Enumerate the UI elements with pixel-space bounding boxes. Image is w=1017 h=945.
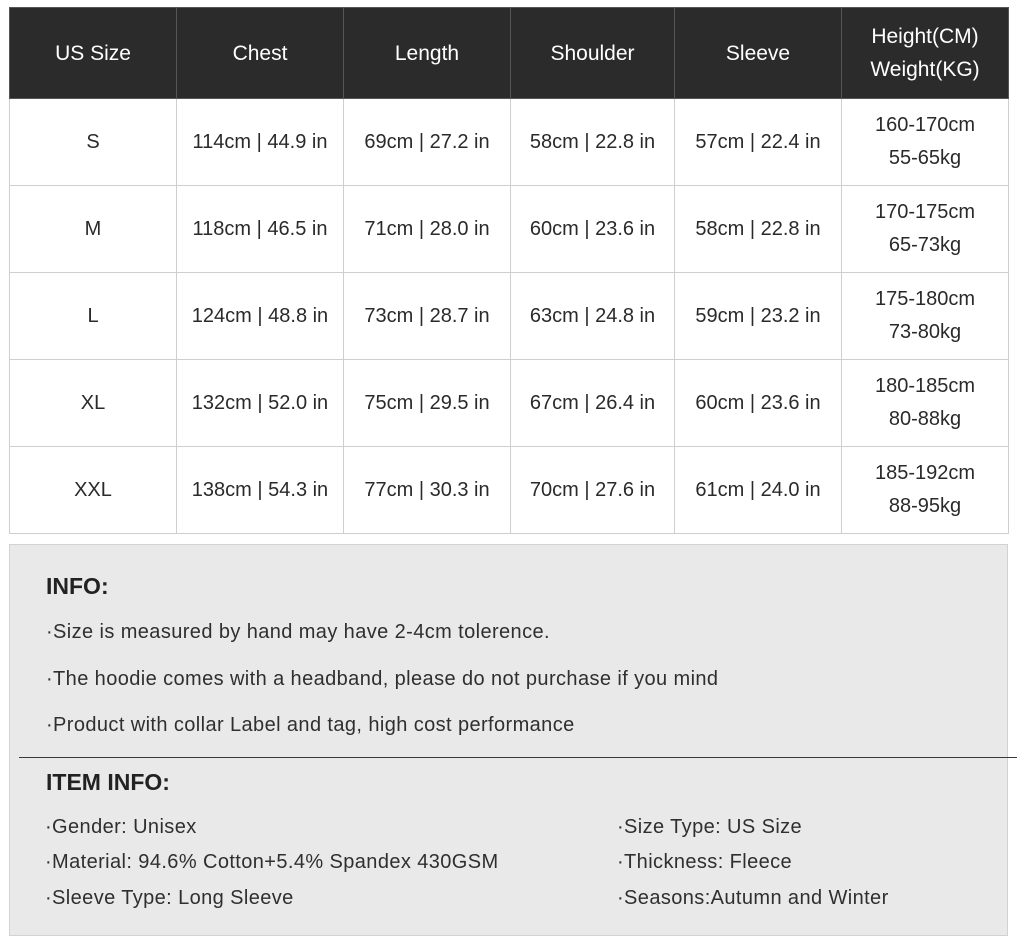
item-info-line: ·Size Type: US Size xyxy=(617,816,803,838)
header-shoulder: Shoulder xyxy=(511,8,675,99)
cell-chest: 138cm | 54.3 in xyxy=(177,447,344,534)
table-row xyxy=(10,447,1009,534)
item-info-line: ·Material: 94.6% Cotton+5.4% Spandex 430GSM xyxy=(45,851,499,873)
cell-weight: 55-65kg xyxy=(888,147,962,169)
cell-shoulder: 63cm | 24.8 in xyxy=(511,273,675,360)
cell-height: 185-192cm xyxy=(874,462,976,484)
cell-height: 170-175cm xyxy=(874,201,976,223)
cell-length: 77cm | 30.3 in xyxy=(344,447,511,534)
info-panel xyxy=(9,544,1008,936)
cell-weight: 65-73kg xyxy=(888,234,962,256)
cell-size: M xyxy=(10,186,177,273)
cell-height: 180-185cm xyxy=(874,375,976,397)
section-divider xyxy=(19,757,1017,758)
cell-size: S xyxy=(10,99,177,186)
cell-shoulder: 67cm | 26.4 in xyxy=(511,360,675,447)
cell-chest: 114cm | 44.9 in xyxy=(177,99,344,186)
table-header-row xyxy=(10,8,1009,99)
cell-size: XXL xyxy=(10,447,177,534)
info-title: INFO: xyxy=(46,573,109,599)
table-row xyxy=(10,99,1009,186)
cell-length: 69cm | 27.2 in xyxy=(344,99,511,186)
table-row xyxy=(10,186,1009,273)
header-height-weight xyxy=(842,8,1009,99)
header-us-size: US Size xyxy=(10,8,177,99)
cell-sleeve: 60cm | 23.6 in xyxy=(675,360,842,447)
info-line: ·Size is measured by hand may have 2-4cm tolerence. xyxy=(46,621,550,643)
info-line: ·Product with collar Label and tag, high cost performance xyxy=(46,714,575,736)
size-chart-table xyxy=(9,7,1009,534)
cell-weight: 80-88kg xyxy=(888,408,962,430)
header-height: Height(CM) xyxy=(871,25,979,48)
table-row xyxy=(10,360,1009,447)
header-sleeve: Sleeve xyxy=(675,8,842,99)
cell-height-weight xyxy=(842,99,1009,186)
cell-sleeve: 58cm | 22.8 in xyxy=(675,186,842,273)
cell-chest: 124cm | 48.8 in xyxy=(177,273,344,360)
header-chest: Chest xyxy=(177,8,344,99)
header-weight: Weight(KG) xyxy=(870,58,980,81)
cell-height-weight xyxy=(842,273,1009,360)
cell-length: 73cm | 28.7 in xyxy=(344,273,511,360)
cell-shoulder: 60cm | 23.6 in xyxy=(511,186,675,273)
cell-sleeve: 57cm | 22.4 in xyxy=(675,99,842,186)
item-info-line: ·Thickness: Fleece xyxy=(617,851,793,873)
header-length: Length xyxy=(344,8,511,99)
item-info-line: ·Gender: Unisex xyxy=(45,816,197,838)
cell-height: 160-170cm xyxy=(874,114,976,136)
cell-height-weight xyxy=(842,447,1009,534)
item-info-line: ·Seasons:Autumn and Winter xyxy=(617,887,889,909)
cell-size: XL xyxy=(10,360,177,447)
cell-sleeve: 61cm | 24.0 in xyxy=(675,447,842,534)
info-line: ·The hoodie comes with a headband, please do not purchase if you mind xyxy=(46,668,719,690)
cell-weight: 88-95kg xyxy=(888,495,962,517)
cell-shoulder: 70cm | 27.6 in xyxy=(511,447,675,534)
cell-length: 75cm | 29.5 in xyxy=(344,360,511,447)
cell-height-weight xyxy=(842,186,1009,273)
cell-height-weight xyxy=(842,360,1009,447)
cell-weight: 73-80kg xyxy=(888,321,962,343)
item-info-line: ·Sleeve Type: Long Sleeve xyxy=(45,887,294,909)
cell-length: 71cm | 28.0 in xyxy=(344,186,511,273)
cell-shoulder: 58cm | 22.8 in xyxy=(511,99,675,186)
cell-height: 175-180cm xyxy=(874,288,976,310)
table-row xyxy=(10,273,1009,360)
cell-chest: 132cm | 52.0 in xyxy=(177,360,344,447)
cell-size: L xyxy=(10,273,177,360)
cell-chest: 118cm | 46.5 in xyxy=(177,186,344,273)
item-info-title: ITEM INFO: xyxy=(46,769,170,795)
cell-sleeve: 59cm | 23.2 in xyxy=(675,273,842,360)
